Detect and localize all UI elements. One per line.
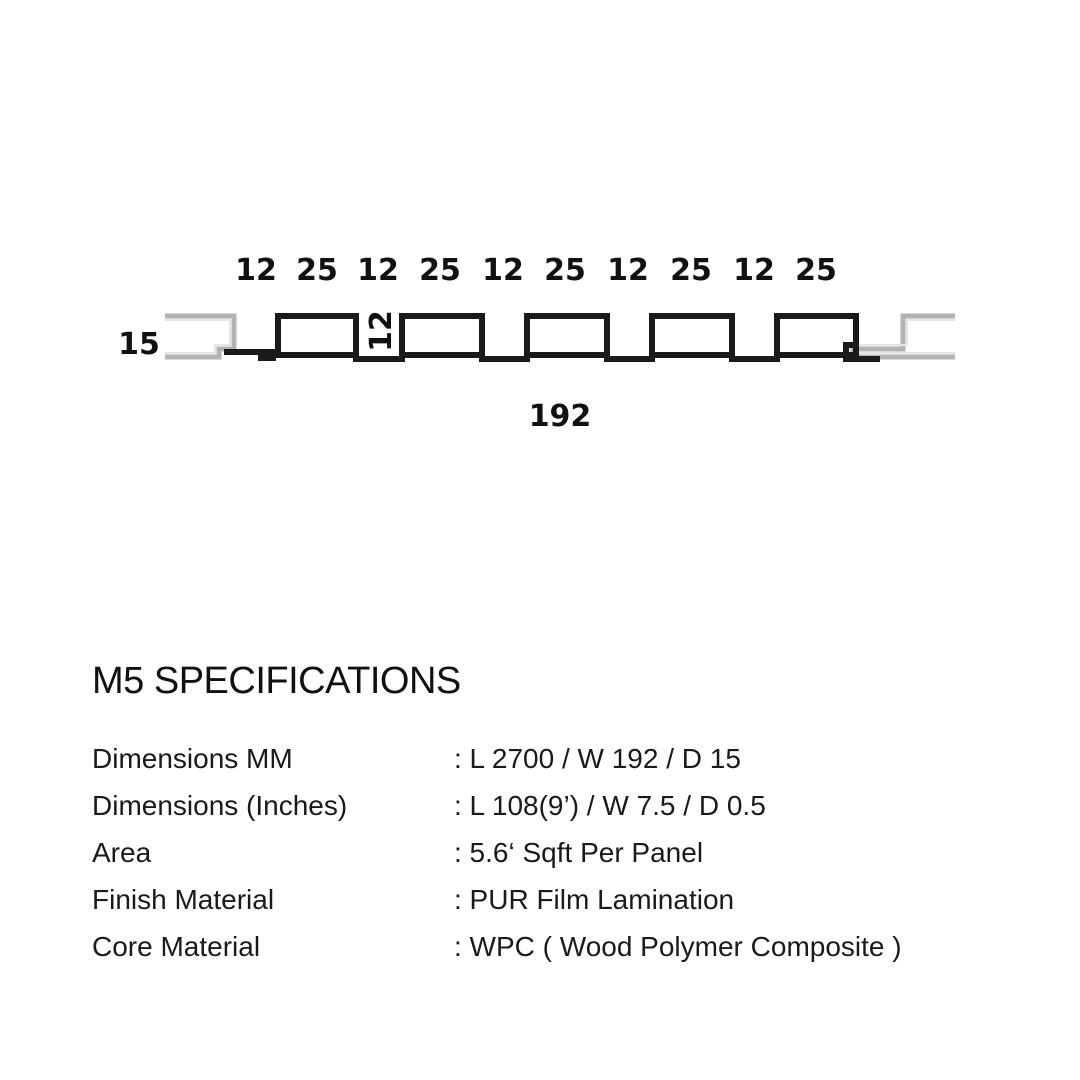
dim-label-6: 25 [544,253,586,288]
specifications-section [92,655,1032,970]
adjacent-panel-right [853,316,955,357]
dim-label-3: 12 [357,253,399,288]
dim-label-1: 12 [235,253,277,288]
groove-base-4 [732,355,777,359]
groove-base-3 [607,355,652,359]
rib-1 [278,316,356,355]
spec-row [92,876,1032,923]
dim-label-7: 12 [607,253,649,288]
groove-base-1 [356,355,402,359]
rib-2 [402,316,482,355]
spec-value: : 5.6‘ Sqft Per Panel [454,836,704,868]
rib-4 [652,316,732,355]
spec-row [92,782,1032,829]
dim-label-4: 25 [419,253,461,288]
panel-profile-diagram [0,0,1080,480]
groove-base-2 [482,355,527,359]
dim-label-9: 12 [733,253,775,288]
spec-value: : PUR Film Lamination [454,883,735,915]
top-dimension-labels [235,253,837,288]
spec-label: Dimensions (Inches) [92,789,348,821]
spec-row [92,923,1032,970]
width-label: 192 [528,399,592,434]
spec-label: Dimensions MM [92,742,293,774]
rib-3 [527,316,607,355]
adjacent-panel-left [165,316,234,357]
specifications-title: M5 SPECIFICATIONS [92,660,461,702]
spec-label: Core Material [92,930,261,962]
dim-label-5: 12 [482,253,524,288]
spec-label: Area [92,836,152,868]
groove-depth-label: 12 [364,310,399,352]
spec-label: Finish Material [92,883,275,915]
dim-label-2: 25 [296,253,338,288]
spec-row [92,735,1032,782]
main-panel-profile [224,316,880,359]
spec-value: : L 108(9’) / W 7.5 / D 0.5 [454,789,766,821]
spec-value: : L 2700 / W 192 / D 15 [454,742,741,774]
dim-label-8: 25 [670,253,712,288]
dim-label-10: 25 [795,253,837,288]
depth-label: 15 [118,327,160,362]
spec-row [92,829,1032,876]
spec-value: : WPC ( Wood Polymer Composite ) [454,930,902,962]
